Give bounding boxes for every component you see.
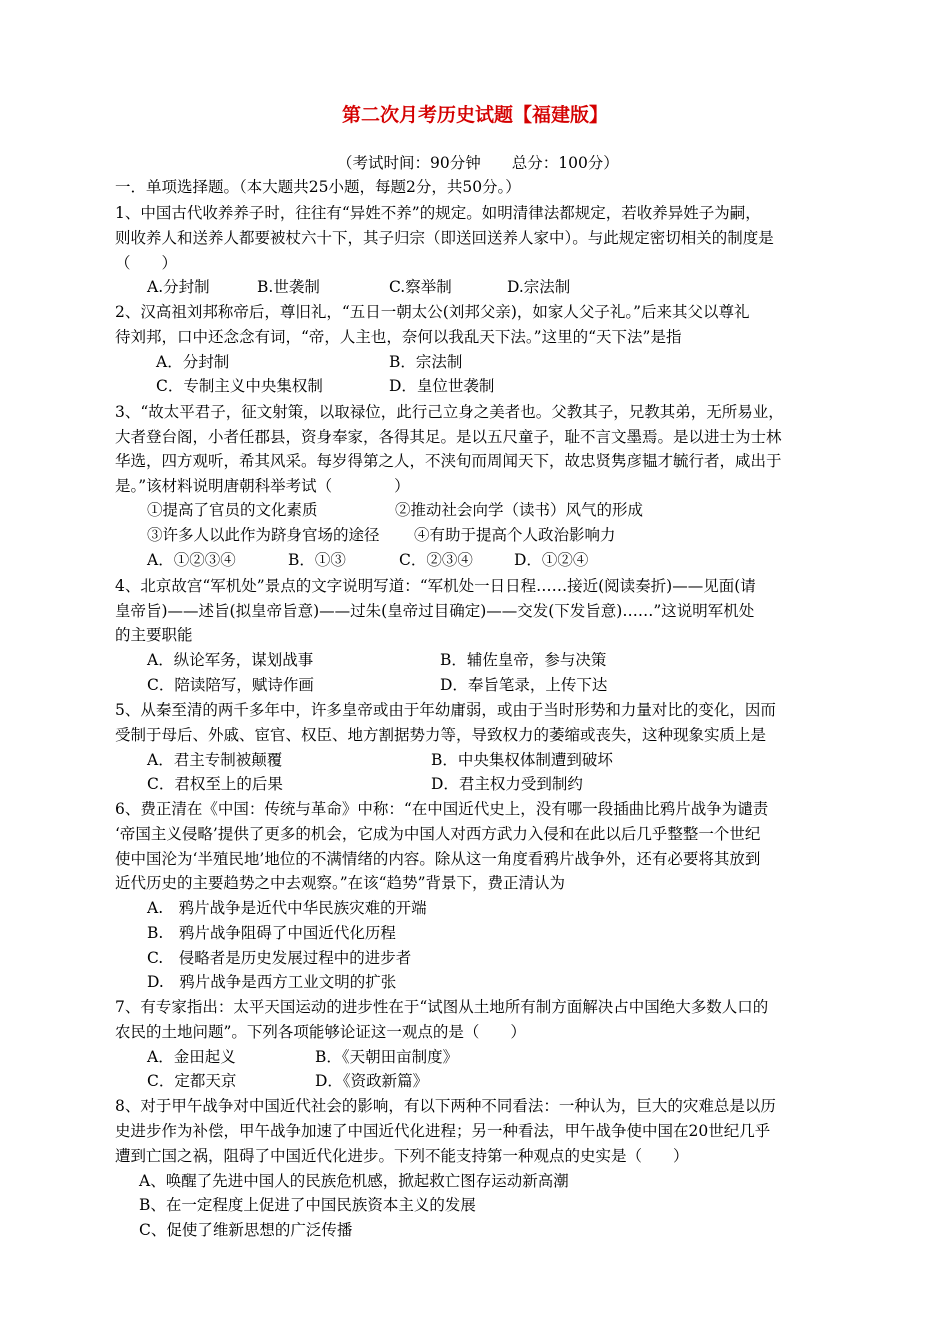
question-6-line-2: ‘帝国主义侵略’提供了更多的机会，它成为中国人对西方武力入侵和在此以后几乎整整一个世纪: [115, 825, 761, 843]
option-d[interactable]: D．《资政新篇》: [315, 1072, 429, 1090]
option-b[interactable]: B．中央集权体制遭到破坏: [431, 751, 613, 769]
option-c[interactable]: C．君权至上的后果: [147, 775, 283, 793]
option-a[interactable]: A.分封制: [147, 278, 210, 296]
question-4-line-3: 的主要职能: [115, 626, 193, 644]
question-4-line-2: 皇帝旨)——述旨(拟皇帝旨意)——过朱(皇帝过目确定)——交发(下发旨意)……”这说明军机处: [115, 602, 755, 620]
option-d[interactable]: D．①②④: [514, 551, 589, 569]
question-3-line-4: 是。”该材料说明唐朝科举考试（ ）: [115, 477, 410, 495]
option-d[interactable]: D．君主权力受到制约: [431, 775, 583, 793]
option-d[interactable]: D.宗法制: [507, 278, 571, 296]
exam-info: （考试时间：90分钟 总分：100分）: [337, 154, 619, 172]
option-a[interactable]: A．君主专制被颠覆: [147, 751, 283, 769]
question-5-line-2: 受制于母后、外戚、宦官、权臣、地方割据势力等，导致权力的萎缩或丧失，这种现象实质上是: [115, 726, 767, 744]
question-6-line-1: 6、费正清在《中国：传统与革命》中称：“在中国近代史上，没有哪一段插曲比鸦片战争为谴责: [115, 800, 769, 818]
question-3-line-1: 3、“故太平君子，征文射策，以取禄位，此行己立身之美者也。父教其子，兄教其弟，无所易业，: [115, 403, 784, 421]
question-6-line-4: 近代历史的主要趋势之中去观察。”在该“趋势”背景下，费正清认为: [115, 874, 566, 892]
question-2-line-2: 待刘邦，口中还念念有词，“帝，人主也，奈何以我乱天下法。”这里的“天下法”是指: [115, 328, 682, 346]
statement-4: ④有助于提高个人政治影响力: [414, 526, 616, 544]
option-d[interactable]: D．奉旨笔录，上传下达: [440, 676, 608, 694]
question-8-option-a[interactable]: A、唤醒了先进中国人的民族危机感，掀起救亡图存运动新高潮: [139, 1172, 569, 1190]
option-b[interactable]: B．宗法制: [389, 353, 463, 371]
question-8-line-3: 遭到亡国之祸，阻碍了中国近代化进步。下列不能支持第一种观点的史实是（ ）: [115, 1147, 689, 1165]
question-6-option-d[interactable]: D. 鸦片战争是西方工业文明的扩张: [147, 973, 397, 991]
option-a[interactable]: A．金田起义: [147, 1048, 236, 1066]
question-6-option-b[interactable]: B. 鸦片战争阻碍了中国近代化历程: [147, 924, 396, 942]
statement-3: ③许多人以此作为跻身官场的途径: [147, 526, 380, 544]
question-1-line-1: 1、中国古代收养养子时，往往有“异姓不养”的规定。如明清律法都规定，若收养异姓子为嗣，: [115, 204, 761, 222]
question-1-line-2: 则收养人和送养人都要被杖六十下，其子归宗（即送回送养人家中）。与此规定密切相关的制度是: [115, 229, 774, 247]
option-c[interactable]: C．②③④: [399, 551, 473, 569]
question-8-line-1: 8、对于甲午战争对中国近代社会的影响，有以下两种不同看法：一种认为，巨大的灾难总是以历: [115, 1097, 776, 1115]
option-b[interactable]: B.世袭制: [257, 278, 320, 296]
option-d[interactable]: D．皇位世袭制: [389, 377, 495, 395]
option-a[interactable]: A．纵论军务，谋划战事: [147, 651, 314, 669]
option-a[interactable]: A．①②③④: [147, 551, 236, 569]
option-c[interactable]: C.察举制: [389, 278, 452, 296]
statement-1: ①提高了官员的文化素质: [147, 501, 318, 519]
option-a[interactable]: A．分封制: [156, 353, 230, 371]
option-b[interactable]: B．《天朝田亩制度》: [315, 1048, 459, 1066]
question-6-option-a[interactable]: A. 鸦片战争是近代中华民族灾难的开端: [147, 899, 427, 917]
option-c[interactable]: C．陪读陪写，赋诗作画: [147, 676, 314, 694]
question-6-line-3: 使中国沦为‘半殖民地’地位的不满情绪的内容。除从这一角度看鸦片战争外，还有必要将其放到: [115, 850, 761, 868]
option-b[interactable]: B．辅佐皇帝，参与决策: [440, 651, 607, 669]
question-8-line-2: 史进步作为补偿，甲午战争加速了中国近代化进程；另一种看法，甲午战争使中国在20世纪几乎: [115, 1122, 771, 1140]
section-heading: 一．单项选择题。（本大题共25小题，每题2分，共50分。）: [115, 178, 521, 196]
question-1-line-3: （ ）: [115, 254, 178, 272]
page-title: 第二次月考历史试题【福建版】: [341, 104, 608, 126]
question-8-option-c[interactable]: C、促使了维新思想的广泛传播: [139, 1221, 353, 1239]
question-7-line-2: 农民的土地问题”。下列各项能够论证这一观点的是（ ）: [115, 1023, 526, 1041]
statement-2: ②推动社会向学（读书）风气的形成: [395, 501, 644, 519]
question-7-line-1: 7、有专家指出：太平天国运动的进步性在于“试图从土地所有制方面解决占中国绝大多数人口的: [115, 998, 769, 1016]
question-3-line-3: 华选，四方观听，希其风采。每岁得第之人，不浃旬而周闻天下，故忠贤隽彦韫才毓行者，咸出于: [115, 452, 782, 470]
question-3-line-2: 大者登台阁，小者任郡县，资身奉家，各得其足。是以五尺童子，耻不言文墨焉。是以进士为士林: [115, 428, 782, 446]
question-6-option-c[interactable]: C. 侵略者是历史发展过程中的进步者: [147, 949, 412, 967]
option-b[interactable]: B．①③: [288, 551, 346, 569]
question-4-line-1: 4、北京故宫“军机处”景点的文字说明写道：“军机处一日日程……接近(阅读奏折)——见面(请: [115, 577, 756, 595]
option-c[interactable]: C．定都天京: [147, 1072, 237, 1090]
question-5-line-1: 5、从秦至清的两千多年中，许多皇帝或由于年幼庸弱，或由于当时形势和力量对比的变化，因而: [115, 701, 776, 719]
question-8-option-b[interactable]: B、在一定程度上促进了中国民族资本主义的发展: [139, 1196, 476, 1214]
question-2-line-1: 2、汉高祖刘邦称帝后，尊旧礼，“五日一朝太公(刘邦父亲)，如家人父子礼。”后来其父以尊礼: [115, 303, 750, 321]
option-c[interactable]: C．专制主义中央集权制: [156, 377, 323, 395]
